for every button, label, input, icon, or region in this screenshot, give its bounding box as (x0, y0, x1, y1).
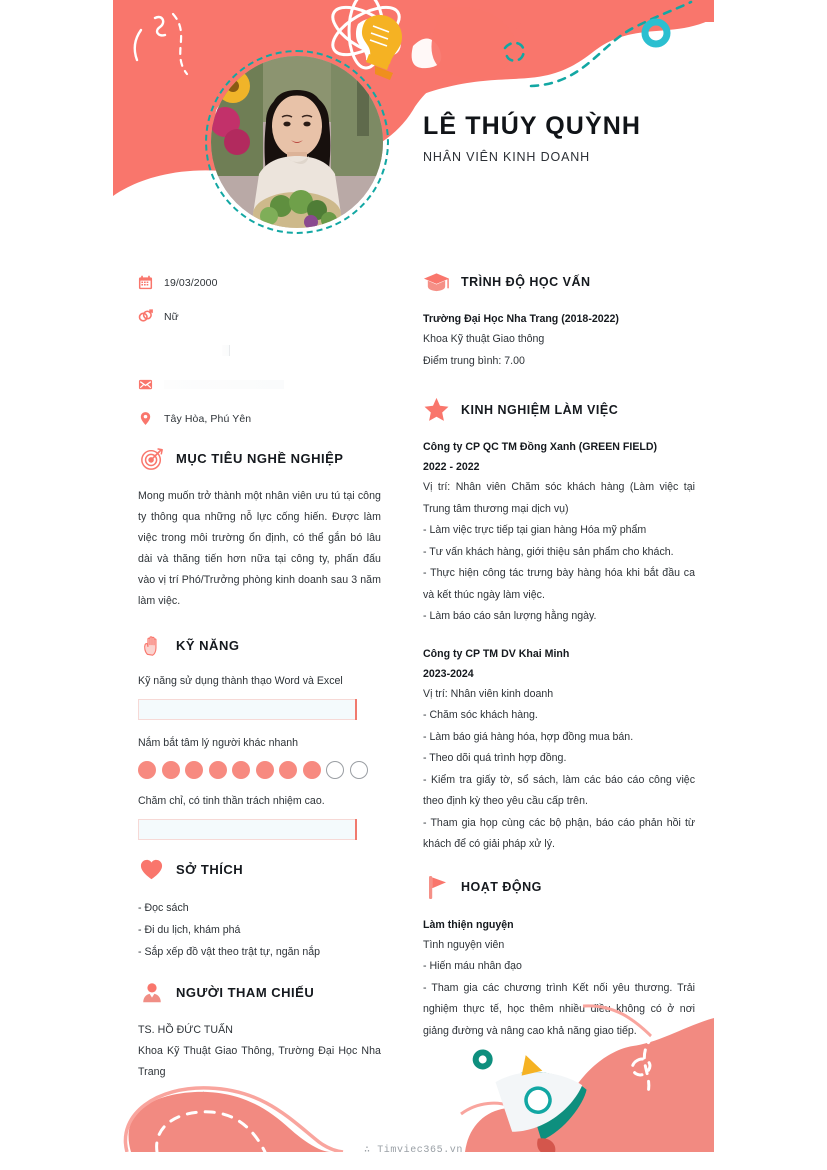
skill-label: Chăm chỉ, có tinh thần trách nhiệm cao. (138, 795, 325, 807)
skill-dot (256, 761, 274, 779)
experience-duty: - Tư vấn khách hàng, giới thiệu sản phẩm cho khách. (423, 545, 674, 558)
experience-duty: - Chăm sóc khách hàng. (423, 709, 538, 721)
experience-duty: - Làm báo giá hàng hóa, hợp đồng mua bán. (423, 730, 634, 743)
experience-duty: - Kiểm tra giấy tờ, sổ sách, làm các báo cáo công việc theo định kỳ theo yêu cầu cấp trên. (423, 773, 695, 807)
experience-company: Công ty CP TM DV Khai Minh (423, 647, 570, 660)
skill-dot (138, 761, 156, 779)
redacted-value (164, 380, 284, 389)
skill-dot (303, 761, 321, 779)
objective-text: Mong muốn trở thành một nhân viên ưu tú tại công ty thông qua những nỗ lực cống hiến. Được làm việc trong môi trường ổn định, có thể gắn bó lâu dài và thăng tiến hơn nữa tại công ty, phấn đấu vào vị trí Phó/Trưởng phòng kinh doanh sau 3 năm làm việc. (138, 490, 381, 607)
skill-item (138, 793, 381, 840)
teal-ring-icon (645, 22, 667, 44)
list-item: - Đi du lịch, khám phá (138, 924, 241, 936)
activity-title: Làm thiện nguyện (423, 918, 514, 931)
experience-duty: - Làm việc trực tiếp tại gian hàng Hóa mỹ phẩm (423, 524, 647, 536)
activity-item: - Tham gia các chương trình Kết nối yêu thương. Trải nghiệm thực tế, học thêm nhiều điều không có ở nơi giảng đường và nâng cao khả năng giao tiếp. (423, 981, 695, 1037)
watermark: ∴ Timviec365.vn (363, 1145, 464, 1156)
experience-entry (423, 644, 695, 856)
list-item: - Sắp xếp đồ vật theo trật tự, ngăn nắp (138, 946, 321, 958)
contact-value: Nữ (164, 310, 179, 323)
section-title: HOẠT ĐỘNG (461, 880, 542, 894)
list-item: - Đọc sách (138, 902, 189, 914)
experience-position: Vị trí: Nhân viên kinh doanh (423, 687, 554, 700)
right-column (423, 262, 695, 1058)
contact-item-location (138, 410, 381, 427)
star-icon (423, 396, 450, 423)
experience-duty: - Làm báo cáo sản lượng hằng ngày. (423, 610, 597, 622)
skill-bar[interactable] (138, 699, 357, 720)
section-skills (138, 632, 381, 840)
skill-bar[interactable] (138, 819, 357, 840)
education-entry (423, 309, 695, 372)
section-experience (423, 396, 695, 856)
skill-dot (279, 761, 297, 779)
activity-item: - Hiến máu nhân đạo (423, 960, 522, 972)
contact-value: Tây Hòa, Phú Yên (164, 412, 252, 425)
experience-duty: - Tham gia họp cùng các bộ phận, báo cáo phản hồi từ khách để có giải pháp xử lý. (423, 816, 695, 850)
heart-icon (138, 856, 165, 883)
education-faculty: Khoa Kỹ thuật Giao thông (423, 333, 545, 345)
section-title: TRÌNH ĐỘ HỌC VẤN (461, 274, 591, 289)
section-title: KỸ NĂNG (176, 638, 240, 653)
job-title: NHÂN VIÊN KINH DOANH (423, 150, 591, 164)
skill-item (138, 735, 381, 779)
skill-dot (185, 761, 203, 779)
name-block (423, 112, 703, 164)
section-title: SỞ THÍCH (176, 862, 244, 877)
avatar-photo (211, 56, 383, 228)
contact-list (138, 274, 381, 427)
skill-dot (162, 761, 180, 779)
calendar-icon (138, 275, 164, 290)
avatar (205, 50, 389, 234)
section-education (423, 268, 695, 372)
skill-item (138, 673, 381, 720)
reference-name: TS. HỒ ĐỨC TUẤN (138, 1024, 233, 1036)
experience-duty: - Theo dõi quá trình hợp đồng. (423, 752, 567, 764)
section-title: KINH NGHIỆM LÀM VIỆC (461, 402, 619, 417)
activity-subtitle: Tình nguyện viên (423, 938, 505, 951)
skill-label: Nắm bắt tâm lý người khác nhanh (138, 737, 299, 749)
contact-item-birthdate (138, 274, 381, 291)
experience-period: 2023-2024 (423, 667, 474, 680)
redacted-value (222, 345, 230, 356)
contact-item-gender (138, 308, 381, 325)
target-icon (138, 445, 165, 472)
contact-item-phone (138, 342, 381, 359)
education-school: Trường Đại Học Nha Trang (2018-2022) (423, 313, 619, 325)
location-icon (138, 411, 164, 426)
section-title: NGƯỜI THAM CHIẾU (176, 985, 315, 1000)
graduation-cap-icon (423, 268, 450, 295)
gender-icon (138, 309, 164, 324)
skill-dot (232, 761, 250, 779)
skill-dot (326, 761, 344, 779)
education-gpa: Điểm trung bình: 7.00 (423, 354, 525, 367)
skill-dot (209, 761, 227, 779)
reference-affiliation: Khoa Kỹ Thuật Giao Thông, Trường Đại Học Nha Trang (138, 1045, 381, 1078)
contact-item-email (138, 376, 381, 393)
page-title: LÊ THÚY QUỲNH (423, 112, 642, 140)
experience-entry (423, 437, 695, 628)
section-hobbies (138, 856, 381, 963)
section-objective (138, 445, 381, 612)
experience-company: Công ty CP QC TM Đồng Xanh (GREEN FIELD) (423, 441, 658, 453)
cv-sheet (113, 0, 714, 1152)
skill-dot (350, 761, 368, 779)
experience-period: 2022 - 2022 (423, 461, 480, 473)
section-title: MỤC TIÊU NGHỀ NGHIỆP (176, 451, 344, 466)
skill-label: Kỹ năng sử dụng thành thạo Word và Excel (138, 675, 343, 687)
skill-dots[interactable] (138, 761, 381, 779)
footer-artwork (113, 982, 714, 1152)
left-column (138, 262, 381, 1102)
contact-value: 19/03/2000 (164, 276, 218, 289)
experience-position: Vị trí: Nhân viên Chăm sóc khách hàng (Làm việc tại Trung tâm thương mại dịch vụ) (423, 481, 695, 515)
email-icon (138, 377, 164, 392)
hand-icon (138, 632, 165, 659)
flag-icon (423, 874, 450, 901)
experience-duty: - Thực hiện công tác trưng bày hàng hóa khi bắt đầu ca và kết thúc ngày làm việc. (423, 567, 695, 601)
